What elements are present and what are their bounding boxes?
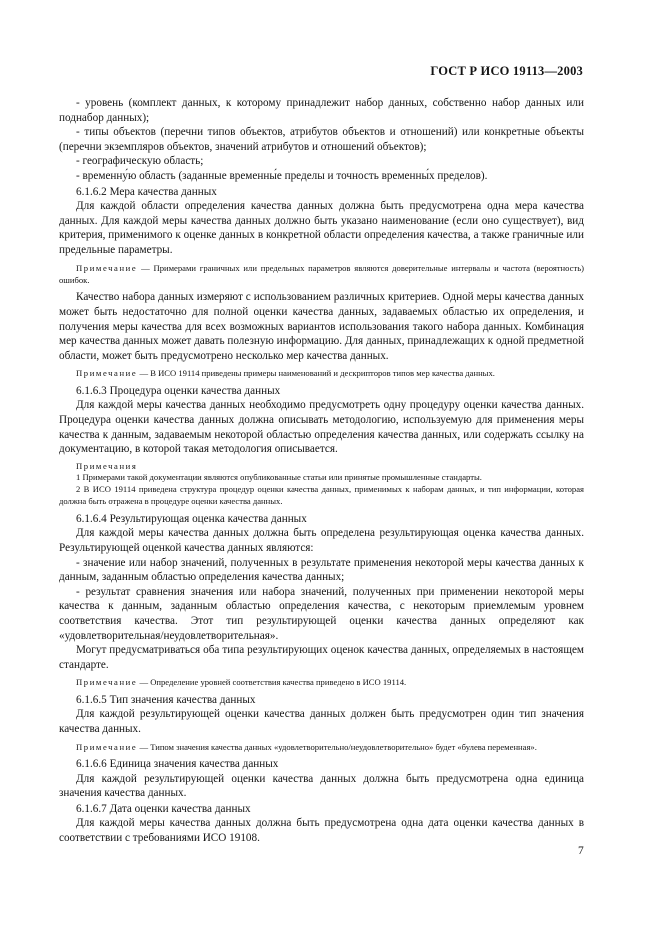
scope-level-item: - уровень (комплект данных, к которому принадлежит набор данных, собственно набор данных или поднабор данных);: [59, 97, 584, 124]
section-6166-paragraph: Для каждой результирующей оценки качества данных должна быть предусмотрена одна единица значения качества данных.: [59, 772, 584, 800]
section-6163-heading: 6.1.6.3 Процедура оценки качества данных: [76, 384, 281, 397]
section-6163-notes-title: Примечания: [76, 460, 138, 471]
section-6162-note-1: [59, 262, 584, 287]
note-text: — Примерами граничных или предельных параметров являются доверительные интервалы и частота (вероятность) ошибок.: [59, 262, 584, 285]
section-6166-heading: 6.1.6.6 Единица значения качества данных: [76, 758, 279, 770]
section-6167-heading: 6.1.6.7 Дата оценки качества данных: [76, 802, 251, 815]
section-6162-paragraph-2: Качество набора данных измеряют с использованием различных критериев. Одной меры качества данных может быть недостаточно для полной оценки качества данных, задаваемых областью их определения, и получения меры качества для всех возможных вариантов использования такого набора данных. Комбинация мер качества данных может давать полезную информацию. Для данных, принадлежащих к одной предметной области, может быть предусмотрено несколько мер качества данных.: [59, 291, 584, 362]
section-6162-note-2: [59, 367, 584, 379]
section-6163-note-item-2: 2 В ИСО 19114 приведена структура процедур оценки качества данных, применимых к наборам данных, и тип информации, которая должна быть отражена в процедуре оценки качества данных.: [59, 484, 584, 507]
scope-feature-types-item: - типы объектов (перечни типов объектов, атрибутов объектов и отношений) или конкретные объекты (перечни экземпляров объектов, значений атрибутов и отношений объектов);: [59, 126, 584, 153]
section-6164-paragraph: Для каждой меры качества данных должна быть определена результирующая оценка качества данных. Результирующей оценкой качества данных являются:: [59, 527, 584, 555]
note-text: — Типом значения качества данных «удовлетворительно/неудовлетворительно» будет «булева переменная».: [137, 741, 537, 752]
section-6163-paragraph: Для каждой меры качества данных необходимо предусмотреть одну процедуру оценки качества данных. Процедура оценки качества данных должна описывать методологию, используемую для применения меры качества к данным, задаваемым некоторой областью определения качества данных, или содержать ссылку на документацию, в которой такая методология описывается.: [59, 399, 584, 456]
section-6164-note: [59, 676, 584, 688]
document-body: [59, 96, 584, 846]
note-label: Примечание: [76, 741, 138, 752]
note-text: — В ИСО 19114 приведены примеры наименований и дескрипторов типов мер качества данных.: [137, 368, 495, 379]
section-6167-paragraph: Для каждой меры качества данных должна быть предусмотрена одна дата оценки качества данных в соответствии с требованиями ИСО 19108.: [59, 817, 584, 844]
note-text: — Определение уровней соответствия качества приведено в ИСО 19114.: [137, 677, 407, 688]
section-6164-heading: 6.1.6.4 Результирующая оценка качества данных: [76, 512, 307, 525]
note-label: Примечание: [76, 677, 138, 688]
note-label: Примечание: [76, 262, 138, 273]
scope-temporal-item: - временну́ю область (заданные временны́е пределы и точность временны́х пределов).: [76, 169, 488, 182]
section-6165-paragraph: Для каждой результирующей оценки качества данных должен быть предусмотрен один тип значения качества данных.: [59, 708, 584, 735]
scope-geographic-item: - географическую область;: [76, 155, 204, 168]
section-6164-item-2: - результат сравнения значения или набора значений, полученных при применении некоторой меры качества к данным, заданным областью определения качества, с некоторым приемлемым уровнем соответствия качества. Этот тип результирующей оценки качества данных определяют как «удовлетворительная/неудовлетворительная».: [59, 585, 584, 642]
section-6165-note: [59, 741, 584, 753]
section-6164-paragraph-2: Могут предусматриваться оба типа результирующих оценок качества данных, определяемых в настоящем стандарте.: [59, 644, 584, 671]
section-6164-item-1: - значение или набор значений, полученных в результате применения некоторой меры качества данных к данным, заданным областью определения качества данных;: [59, 556, 584, 584]
page-number: 7: [578, 845, 584, 857]
section-6162-heading: 6.1.6.2 Мера качества данных: [76, 185, 217, 198]
section-6162-paragraph: Для каждой области определения качества данных должна быть предусмотрена одна мера качества данных. Для каждой меры качества данных должно быть указано наименование (если оно существует), вид критерия, применимого к оценке данных в конкретной области определения качества, а также граничные или предельные параметры.: [59, 200, 584, 256]
note-label: Примечание: [76, 368, 138, 379]
document-header: ГОСТ Р ИСО 19113—2003: [430, 64, 583, 78]
section-6165-heading: 6.1.6.5 Тип значения качества данных: [76, 693, 256, 706]
section-6163-note-item-1: 1 Примерами такой документации являются опубликованные статьи или принятые промышленные стандарты.: [76, 472, 482, 483]
